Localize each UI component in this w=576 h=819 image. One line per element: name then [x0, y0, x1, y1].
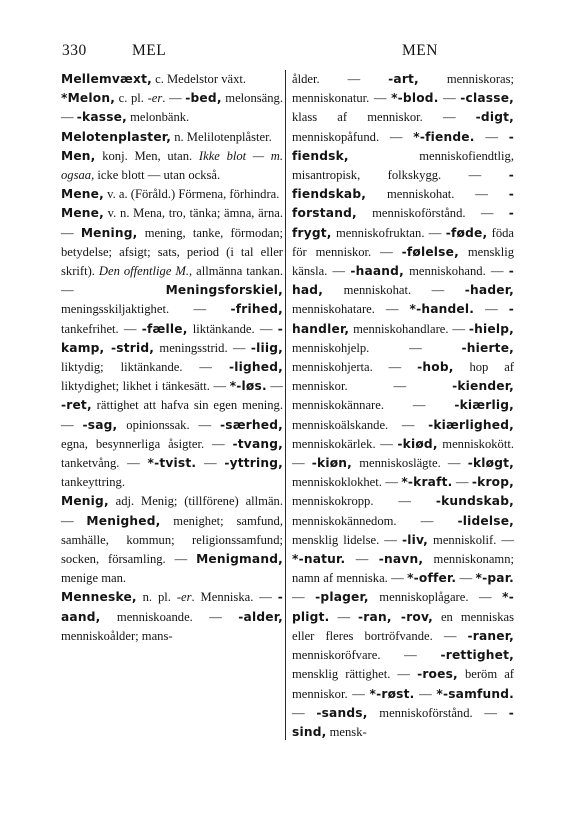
dictionary-entry [61, 204, 283, 492]
headword: *-røst. [369, 686, 415, 701]
headword: -kasse, [76, 110, 127, 125]
headword: -handler, [292, 302, 514, 336]
definition-text: menniskoande. — [100, 609, 239, 624]
dictionary-entry [61, 492, 283, 588]
dictionary-entry [61, 185, 283, 204]
right-guide-word: MEN [402, 42, 438, 59]
headword: -ret, [61, 398, 92, 413]
definition-text: ålder. — [292, 72, 389, 86]
definition-text: liktydighet; likhet i tänkesätt. — [61, 379, 230, 394]
definition-text: liktydig; liktänkande. — [61, 360, 229, 375]
dictionary-entry [61, 588, 283, 646]
headword: Menneske, [61, 590, 137, 605]
headword: -plager, [315, 590, 369, 605]
definition-text: menniskoklokhet. — [292, 475, 402, 490]
headword: *-kraft. [401, 475, 453, 490]
headword: Menig, [61, 494, 109, 509]
definition-text: c. pl. [115, 91, 148, 106]
headword: Menigmand, [196, 552, 283, 567]
headword: -ran, -rov, [358, 609, 433, 624]
left-column [61, 70, 283, 646]
definition-text: mening, tanke, förmodan; betydelse; afsigt; sats, period (i tal eller skrift). [61, 225, 283, 279]
definition-text: mensklig känsla. — [292, 244, 514, 279]
headword: -særhed, [220, 417, 283, 432]
definition-text: — [474, 129, 509, 144]
definition-text: menige man. [61, 571, 127, 586]
definition-text: hop af menniskor. — [292, 360, 514, 394]
definition-text: menniskohandlare. — [349, 321, 469, 336]
headword: *-tvist. [147, 456, 197, 471]
headword: *-natur. [292, 552, 346, 567]
headword: -classe, [460, 91, 514, 106]
definition-text: adj. Menig; (tillförene) allmän. — [61, 494, 283, 528]
headword: -sag, [82, 417, 118, 432]
headword: Mellemvæxt, [61, 72, 152, 86]
definition-text: — [196, 456, 225, 471]
definition-text: tankeyttring. [61, 475, 126, 490]
definition-text: c. Medelstor växt. [151, 72, 247, 86]
definition-text: liktänkande. — [187, 321, 278, 336]
headword: Mene, [61, 187, 104, 202]
definition-text: . — [162, 91, 186, 106]
headword: -frygt, [292, 206, 514, 240]
right-column [292, 70, 514, 742]
headword: -tvang, [232, 436, 283, 451]
headword: -rettighet, [440, 648, 514, 663]
headword: -navn, [378, 552, 424, 567]
definition-text: menniskoslägte. — [352, 456, 468, 471]
headword: -bed, [185, 91, 222, 106]
definition-text: konj. Men, utan. [95, 148, 199, 163]
definition-text: klass af menniskor. — [292, 110, 476, 125]
definition-text: menniskokött. — [292, 436, 514, 471]
definition-text: menniskoplågare. — [368, 590, 503, 605]
headword: *-løs. [229, 379, 267, 394]
definition-text: meningsstrid. — [154, 340, 251, 355]
definition-text: — [414, 686, 437, 701]
headword: -hob, [417, 360, 454, 375]
definition-text: — [292, 590, 316, 605]
headword: -forstand, [292, 187, 514, 221]
definition-text: menniskoförstånd. — [356, 206, 509, 221]
page-number: 330 [62, 42, 87, 59]
definition-text: n. Melilotenplåster. [171, 129, 272, 144]
headword: -alder, [238, 609, 283, 624]
headword: -kiøn, [311, 456, 353, 471]
headword: Meningsforskiel, [165, 283, 283, 298]
headword: -digt, [475, 110, 514, 125]
headword: Melotenplaster, [61, 129, 172, 144]
dictionary-entry [61, 89, 283, 127]
dictionary-entry [61, 147, 283, 185]
headword: -føde, [445, 225, 488, 240]
headword: *-offer. [407, 571, 457, 586]
headword: -kiærlighed, [428, 417, 514, 432]
headword: -fælle, [141, 321, 188, 336]
headword: -raner, [467, 628, 514, 643]
headword: *-pligt. [292, 590, 514, 624]
headword: -sind, [292, 705, 514, 739]
definition-text: menniskokärlek. — [292, 436, 398, 451]
definition-text: . Menniska. — [191, 590, 278, 605]
dictionary-entry [61, 128, 283, 147]
definition-text: menniskoålder; mans- [61, 628, 173, 643]
definition-text: menniskoförstånd. — [367, 705, 509, 720]
headword: -følelse, [401, 244, 459, 259]
headword: -frihed, [230, 302, 283, 317]
headword: -lidelse, [457, 513, 514, 528]
headword: *-handel. [409, 302, 475, 317]
definition-text: — [456, 571, 476, 586]
definition-text: menniskolif. — [427, 532, 514, 547]
definition-text: menniskokännedom. — [292, 513, 458, 528]
definition-text: menniskokropp. — [292, 494, 436, 509]
headword: -had, [292, 264, 514, 298]
headword: -kamp, -strid, [61, 321, 283, 355]
definition-text: menniskoälskande. — [292, 417, 429, 432]
headword: -kiender, [452, 379, 514, 394]
definition-text: menniskofiendtlig, misantropisk, folkskygg. — [292, 148, 514, 183]
running-header [62, 42, 512, 64]
definition-text: — [474, 302, 509, 317]
definition-text: menniskoras; menniskonatur. — [292, 72, 515, 106]
definition-text: beröm af menniskor. — [292, 667, 514, 701]
headword: *-samfund. [436, 686, 514, 701]
headword: -lighed, [228, 360, 283, 375]
headword: -aand, [61, 590, 283, 624]
headword: -kløgt, [467, 456, 514, 471]
definition-text: tankefrihet. — [61, 321, 142, 336]
definition-text: melonsäng. — [61, 91, 283, 125]
definition-text: meningsskiljaktighet. — [61, 302, 231, 317]
definition-text: tanketvång. — [61, 456, 148, 471]
headword: -fiendskab, [292, 168, 514, 202]
italic-text: -er [147, 91, 163, 106]
headword: Men, [61, 148, 96, 163]
definition-text: v. a. (Föråld.) Förmena, förhindra. [103, 187, 280, 202]
definition-text: — [292, 705, 317, 720]
headword: -hierte, [461, 340, 514, 355]
definition-text: mensklig lidelse. — [292, 532, 402, 547]
italic-text: -er [176, 590, 192, 605]
definition-text: , allmänna tankan. — [61, 264, 284, 298]
italic-text: Den offentlige M. [98, 264, 190, 279]
headword: -yttring, [224, 456, 284, 471]
definition-text: — [345, 552, 379, 567]
definition-text: rättighet att hafva sin egen mening. — [61, 398, 283, 432]
headword: -liv, [401, 532, 428, 547]
dictionary-entry [61, 70, 283, 89]
definition-text: — [438, 91, 461, 106]
headword: Mene, [61, 206, 104, 221]
definition-text: menniskokännare. — [292, 398, 455, 413]
headword: -fiendsk, [292, 129, 515, 163]
headword: -art, [388, 72, 419, 86]
headword: -hader, [464, 283, 514, 298]
definition-text: menniskohand. — [403, 264, 509, 279]
italic-text: Ikke blot — m. ogsaa, [61, 148, 283, 183]
headword: -kiød, [397, 436, 438, 451]
left-guide-word: MEL [132, 42, 167, 59]
definition-text: egna, besynnerliga åsigter. — [61, 436, 233, 451]
headword: -kiærlig, [454, 398, 514, 413]
definition-text: opinionssak. — [117, 417, 220, 432]
headword: *-par. [475, 571, 514, 586]
headword: -hielp, [468, 321, 514, 336]
definition-text: mensklig rättighet. — [292, 667, 418, 682]
headword: -roes, [417, 667, 458, 682]
definition-text: mensk- [326, 724, 367, 739]
definition-text: föda för menniskor. — [292, 225, 515, 259]
definition-text: menniskofruktan. — [331, 225, 446, 240]
definition-text: menighet; samfund, samhälle, kommun; religionssamfund; socken, församling. — [61, 513, 283, 567]
headword: -kundskab, [435, 494, 514, 509]
definition-text: menniskopåfund. — [292, 129, 414, 144]
definition-text: n. pl. [136, 590, 177, 605]
definition-text: icke blott — utan också. [94, 168, 221, 183]
headword: -sands, [316, 705, 368, 720]
definition-text: — [329, 609, 359, 624]
headword: -liig, [250, 340, 283, 355]
definition-text: menniskohjelp. — [292, 340, 462, 355]
definition-text: menniskonamn; namn af menniska. — [292, 552, 515, 586]
headword: -haand, [350, 264, 404, 279]
definition-text: menniskoröfvare. — [292, 648, 441, 663]
headword: Menighed, [86, 513, 161, 528]
headword: -krop, [471, 475, 514, 490]
column-divider [285, 70, 286, 740]
definition-text: — [266, 379, 283, 394]
definition-text: en menniskas eller fleres bortröfvande. — [292, 609, 514, 643]
definition-text: menniskohatare. — [292, 302, 410, 317]
headword: *Melon, [61, 91, 116, 106]
dictionary-entry [292, 70, 514, 742]
definition-text: v. n. Mena, tro, tänka; ämna, ärna. — [61, 206, 283, 240]
definition-text: menniskohjerta. — [292, 360, 418, 375]
definition-text: melonbänk. [126, 110, 190, 125]
definition-text: menniskohat. — [323, 283, 465, 298]
definition-text: menniskohat. — [366, 187, 509, 202]
headword: *-fiende. [413, 129, 475, 144]
headword: *-blod. [391, 91, 439, 106]
headword: Mening, [80, 225, 138, 240]
definition-text: — [452, 475, 472, 490]
